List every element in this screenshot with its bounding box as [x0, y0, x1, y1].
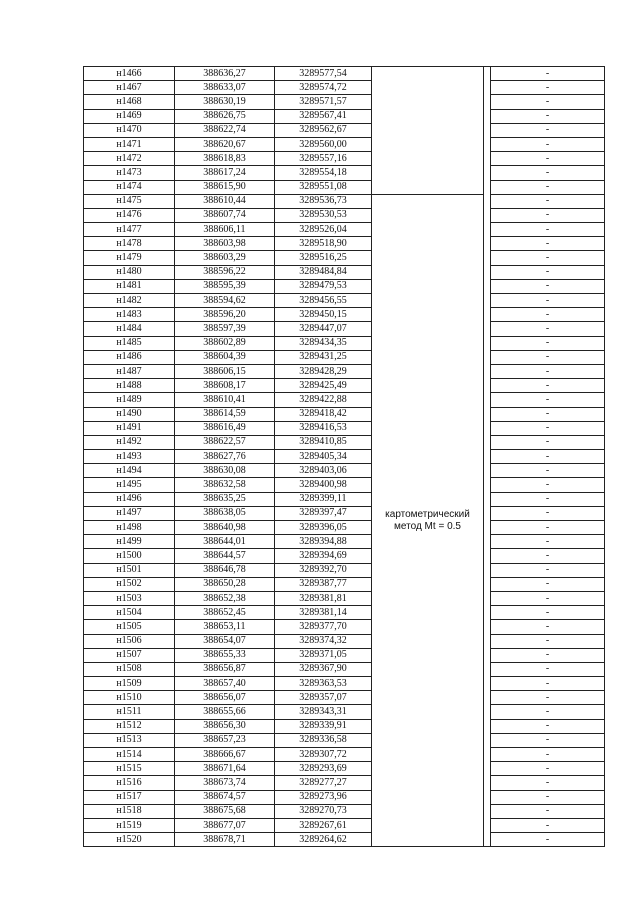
table-row — [84, 677, 605, 691]
dash-cell: - — [491, 492, 605, 506]
y-coordinate-cell: 3289392,70 — [275, 563, 372, 577]
x-coordinate-cell: 388678,71 — [175, 833, 275, 847]
point-id-cell: н1481 — [84, 279, 175, 293]
x-coordinate-cell: 388644,57 — [175, 549, 275, 563]
y-coordinate-cell: 3289381,14 — [275, 606, 372, 620]
table-row — [84, 180, 605, 194]
dash-cell: - — [491, 123, 605, 137]
table-row — [84, 521, 605, 535]
x-coordinate-cell: 388604,39 — [175, 350, 275, 364]
x-coordinate-cell: 388652,38 — [175, 591, 275, 605]
point-id-cell: н1508 — [84, 662, 175, 676]
y-coordinate-cell: 3289557,16 — [275, 152, 372, 166]
x-coordinate-cell: 388630,19 — [175, 95, 275, 109]
dash-cell: - — [491, 478, 605, 492]
x-coordinate-cell: 388675,68 — [175, 804, 275, 818]
y-coordinate-cell: 3289551,08 — [275, 180, 372, 194]
point-id-cell: н1487 — [84, 364, 175, 378]
table-row — [84, 464, 605, 478]
y-coordinate-cell: 3289394,69 — [275, 549, 372, 563]
dash-cell: - — [491, 67, 605, 81]
dash-cell: - — [491, 833, 605, 847]
dash-cell: - — [491, 648, 605, 662]
dash-cell: - — [491, 109, 605, 123]
point-id-cell: н1479 — [84, 251, 175, 265]
point-id-cell: н1483 — [84, 308, 175, 322]
dash-cell: - — [491, 435, 605, 449]
table-row — [84, 379, 605, 393]
y-coordinate-cell: 3289447,07 — [275, 322, 372, 336]
dash-cell: - — [491, 421, 605, 435]
point-id-cell: н1505 — [84, 620, 175, 634]
point-id-cell: н1501 — [84, 563, 175, 577]
dash-cell: - — [491, 294, 605, 308]
table-row — [84, 123, 605, 137]
point-id-cell: н1495 — [84, 478, 175, 492]
dash-cell: - — [491, 776, 605, 790]
dash-cell: - — [491, 407, 605, 421]
x-coordinate-cell: 388630,08 — [175, 464, 275, 478]
x-coordinate-cell: 388603,98 — [175, 237, 275, 251]
dash-cell: - — [491, 521, 605, 535]
point-id-cell: н1488 — [84, 379, 175, 393]
table-row — [84, 776, 605, 790]
y-coordinate-cell: 3289381,81 — [275, 591, 372, 605]
x-coordinate-cell: 388595,39 — [175, 279, 275, 293]
point-id-cell: н1493 — [84, 450, 175, 464]
point-id-cell: н1489 — [84, 393, 175, 407]
point-id-cell: н1497 — [84, 506, 175, 520]
x-coordinate-cell: 388636,27 — [175, 67, 275, 81]
y-coordinate-cell: 3289431,25 — [275, 350, 372, 364]
x-coordinate-cell: 388627,76 — [175, 450, 275, 464]
x-coordinate-cell: 388657,40 — [175, 677, 275, 691]
point-id-cell: н1466 — [84, 67, 175, 81]
point-id-cell: н1518 — [84, 804, 175, 818]
x-coordinate-cell: 388653,11 — [175, 620, 275, 634]
dash-cell: - — [491, 95, 605, 109]
point-id-cell: н1478 — [84, 237, 175, 251]
point-id-cell: н1473 — [84, 166, 175, 180]
table-row — [84, 762, 605, 776]
x-coordinate-cell: 388632,58 — [175, 478, 275, 492]
x-coordinate-cell: 388656,87 — [175, 662, 275, 676]
y-coordinate-cell: 3289339,91 — [275, 719, 372, 733]
x-coordinate-cell: 388606,15 — [175, 364, 275, 378]
method-label-line1: картометрический — [385, 508, 470, 520]
dash-cell: - — [491, 279, 605, 293]
table-row — [84, 109, 605, 123]
y-coordinate-cell: 3289399,11 — [275, 492, 372, 506]
table-row — [84, 549, 605, 563]
dash-cell: - — [491, 677, 605, 691]
table-row — [84, 350, 605, 364]
y-coordinate-cell: 3289484,84 — [275, 265, 372, 279]
point-id-cell: н1500 — [84, 549, 175, 563]
table-row — [84, 535, 605, 549]
dash-cell: - — [491, 194, 605, 208]
y-coordinate-cell: 3289516,25 — [275, 251, 372, 265]
dash-cell: - — [491, 265, 605, 279]
x-coordinate-cell: 388654,07 — [175, 634, 275, 648]
y-coordinate-cell: 3289518,90 — [275, 237, 372, 251]
coordinates-table — [83, 66, 605, 847]
x-coordinate-cell: 388603,29 — [175, 251, 275, 265]
point-id-cell: н1506 — [84, 634, 175, 648]
point-id-cell: н1482 — [84, 294, 175, 308]
dash-cell: - — [491, 166, 605, 180]
y-coordinate-cell: 3289371,05 — [275, 648, 372, 662]
dash-cell: - — [491, 506, 605, 520]
dash-cell: - — [491, 152, 605, 166]
dash-cell: - — [491, 705, 605, 719]
dash-cell: - — [491, 577, 605, 591]
x-coordinate-cell: 388638,05 — [175, 506, 275, 520]
table-row — [84, 563, 605, 577]
dash-cell: - — [491, 464, 605, 478]
x-coordinate-cell: 388615,90 — [175, 180, 275, 194]
y-coordinate-cell: 3289264,62 — [275, 833, 372, 847]
y-coordinate-cell: 3289434,35 — [275, 336, 372, 350]
dash-cell: - — [491, 549, 605, 563]
table-row — [84, 223, 605, 237]
x-coordinate-cell: 388666,67 — [175, 748, 275, 762]
x-coordinate-cell: 388606,11 — [175, 223, 275, 237]
y-coordinate-cell: 3289374,32 — [275, 634, 372, 648]
table-row — [84, 421, 605, 435]
dash-cell: - — [491, 691, 605, 705]
point-id-cell: н1499 — [84, 535, 175, 549]
point-id-cell: н1514 — [84, 748, 175, 762]
table-row — [84, 237, 605, 251]
table-row — [84, 208, 605, 222]
table-row — [84, 790, 605, 804]
table-row — [84, 194, 605, 208]
table-row — [84, 620, 605, 634]
point-id-cell: н1512 — [84, 719, 175, 733]
table-row — [84, 322, 605, 336]
table-row — [84, 294, 605, 308]
dash-cell: - — [491, 719, 605, 733]
y-coordinate-cell: 3289343,31 — [275, 705, 372, 719]
table-row — [84, 719, 605, 733]
point-id-cell: н1516 — [84, 776, 175, 790]
point-id-cell: н1496 — [84, 492, 175, 506]
table-row — [84, 634, 605, 648]
x-coordinate-cell: 388646,78 — [175, 563, 275, 577]
dash-cell: - — [491, 81, 605, 95]
point-id-cell: н1490 — [84, 407, 175, 421]
table-row — [84, 95, 605, 109]
point-id-cell: н1494 — [84, 464, 175, 478]
dash-cell: - — [491, 563, 605, 577]
y-coordinate-cell: 3289422,88 — [275, 393, 372, 407]
y-coordinate-cell: 3289397,47 — [275, 506, 372, 520]
x-coordinate-cell: 388614,59 — [175, 407, 275, 421]
dash-cell: - — [491, 762, 605, 776]
y-coordinate-cell: 3289293,69 — [275, 762, 372, 776]
y-coordinate-cell: 3289418,42 — [275, 407, 372, 421]
point-id-cell: н1477 — [84, 223, 175, 237]
dash-cell: - — [491, 620, 605, 634]
point-id-cell: н1502 — [84, 577, 175, 591]
table-row — [84, 67, 605, 81]
point-id-cell: н1504 — [84, 606, 175, 620]
x-coordinate-cell: 388656,07 — [175, 691, 275, 705]
x-coordinate-cell: 388610,41 — [175, 393, 275, 407]
x-coordinate-cell: 388597,39 — [175, 322, 275, 336]
dash-cell: - — [491, 308, 605, 322]
table-row — [84, 81, 605, 95]
point-id-cell: н1485 — [84, 336, 175, 350]
table-row — [84, 833, 605, 847]
dash-cell: - — [491, 790, 605, 804]
x-coordinate-cell: 388640,98 — [175, 521, 275, 535]
dash-cell: - — [491, 393, 605, 407]
x-coordinate-cell: 388620,67 — [175, 137, 275, 151]
x-coordinate-cell: 388635,25 — [175, 492, 275, 506]
dash-cell: - — [491, 237, 605, 251]
table-row — [84, 691, 605, 705]
point-id-cell: н1510 — [84, 691, 175, 705]
dash-cell: - — [491, 223, 605, 237]
table-row — [84, 166, 605, 180]
point-id-cell: н1517 — [84, 790, 175, 804]
y-coordinate-cell: 3289307,72 — [275, 748, 372, 762]
table-row — [84, 308, 605, 322]
x-coordinate-cell: 388617,24 — [175, 166, 275, 180]
y-coordinate-cell: 3289479,53 — [275, 279, 372, 293]
dash-cell: - — [491, 535, 605, 549]
y-coordinate-cell: 3289560,00 — [275, 137, 372, 151]
point-id-cell: н1511 — [84, 705, 175, 719]
y-coordinate-cell: 3289367,90 — [275, 662, 372, 676]
y-coordinate-cell: 3289363,53 — [275, 677, 372, 691]
dash-cell: - — [491, 818, 605, 832]
point-id-cell: н1513 — [84, 733, 175, 747]
x-coordinate-cell: 388602,89 — [175, 336, 275, 350]
x-coordinate-cell: 388610,44 — [175, 194, 275, 208]
dash-cell: - — [491, 350, 605, 364]
table-row — [84, 435, 605, 449]
x-coordinate-cell: 388655,33 — [175, 648, 275, 662]
table-row — [84, 492, 605, 506]
point-id-cell: н1470 — [84, 123, 175, 137]
point-id-cell: н1486 — [84, 350, 175, 364]
point-id-cell: н1480 — [84, 265, 175, 279]
point-id-cell: н1498 — [84, 521, 175, 535]
x-coordinate-cell: 388607,74 — [175, 208, 275, 222]
dash-cell: - — [491, 662, 605, 676]
table-row — [84, 506, 605, 520]
table-row — [84, 818, 605, 832]
x-coordinate-cell: 388633,07 — [175, 81, 275, 95]
x-coordinate-cell: 388677,07 — [175, 818, 275, 832]
x-coordinate-cell: 388622,74 — [175, 123, 275, 137]
x-coordinate-cell: 388656,30 — [175, 719, 275, 733]
y-coordinate-cell: 3289357,07 — [275, 691, 372, 705]
x-coordinate-cell: 388655,66 — [175, 705, 275, 719]
method-label-line2: метод Mt = 0.5 — [394, 520, 461, 532]
y-coordinate-cell: 3289425,49 — [275, 379, 372, 393]
y-coordinate-cell: 3289577,54 — [275, 67, 372, 81]
dash-cell: - — [491, 606, 605, 620]
y-coordinate-cell: 3289377,70 — [275, 620, 372, 634]
dash-cell: - — [491, 322, 605, 336]
table-row — [84, 336, 605, 350]
dash-cell: - — [491, 208, 605, 222]
point-id-cell: н1476 — [84, 208, 175, 222]
point-id-cell: н1515 — [84, 762, 175, 776]
y-coordinate-cell: 3289562,67 — [275, 123, 372, 137]
x-coordinate-cell: 388673,74 — [175, 776, 275, 790]
x-coordinate-cell: 388596,20 — [175, 308, 275, 322]
y-coordinate-cell: 3289554,18 — [275, 166, 372, 180]
point-id-cell: н1492 — [84, 435, 175, 449]
point-id-cell: н1467 — [84, 81, 175, 95]
point-id-cell: н1503 — [84, 591, 175, 605]
y-coordinate-cell: 3289405,34 — [275, 450, 372, 464]
x-coordinate-cell: 388618,83 — [175, 152, 275, 166]
dash-cell: - — [491, 137, 605, 151]
point-id-cell: н1519 — [84, 818, 175, 832]
table-row — [84, 733, 605, 747]
y-coordinate-cell: 3289336,58 — [275, 733, 372, 747]
x-coordinate-cell: 388608,17 — [175, 379, 275, 393]
point-id-cell: н1491 — [84, 421, 175, 435]
y-coordinate-cell: 3289456,55 — [275, 294, 372, 308]
dash-cell: - — [491, 364, 605, 378]
table-row — [84, 364, 605, 378]
y-coordinate-cell: 3289450,15 — [275, 308, 372, 322]
method-cell-upper — [372, 67, 484, 195]
y-coordinate-cell: 3289574,72 — [275, 81, 372, 95]
y-coordinate-cell: 3289410,85 — [275, 435, 372, 449]
x-coordinate-cell: 388652,45 — [175, 606, 275, 620]
x-coordinate-cell: 388622,57 — [175, 435, 275, 449]
table-row — [84, 393, 605, 407]
x-coordinate-cell: 388671,64 — [175, 762, 275, 776]
table-row — [84, 804, 605, 818]
dash-cell: - — [491, 450, 605, 464]
dash-cell: - — [491, 591, 605, 605]
table-row — [84, 251, 605, 265]
y-coordinate-cell: 3289530,53 — [275, 208, 372, 222]
y-coordinate-cell: 3289571,57 — [275, 95, 372, 109]
coordinates-table-body — [84, 67, 605, 847]
point-id-cell: н1469 — [84, 109, 175, 123]
x-coordinate-cell: 388644,01 — [175, 535, 275, 549]
point-id-cell: н1484 — [84, 322, 175, 336]
dash-cell: - — [491, 634, 605, 648]
point-id-cell: н1475 — [84, 194, 175, 208]
dash-cell: - — [491, 251, 605, 265]
y-coordinate-cell: 3289526,04 — [275, 223, 372, 237]
point-id-cell: н1471 — [84, 137, 175, 151]
y-coordinate-cell: 3289267,61 — [275, 818, 372, 832]
x-coordinate-cell: 388674,57 — [175, 790, 275, 804]
table-row — [84, 591, 605, 605]
table-row — [84, 152, 605, 166]
dash-cell: - — [491, 336, 605, 350]
point-id-cell: н1468 — [84, 95, 175, 109]
y-coordinate-cell: 3289536,73 — [275, 194, 372, 208]
column-gap — [484, 67, 491, 847]
x-coordinate-cell: 388626,75 — [175, 109, 275, 123]
point-id-cell: н1520 — [84, 833, 175, 847]
y-coordinate-cell: 3289270,73 — [275, 804, 372, 818]
x-coordinate-cell: 388594,62 — [175, 294, 275, 308]
dash-cell: - — [491, 379, 605, 393]
table-row — [84, 662, 605, 676]
table-row — [84, 748, 605, 762]
y-coordinate-cell: 3289428,29 — [275, 364, 372, 378]
point-id-cell: н1507 — [84, 648, 175, 662]
method-cell — [372, 194, 484, 847]
y-coordinate-cell: 3289394,88 — [275, 535, 372, 549]
dash-cell: - — [491, 804, 605, 818]
y-coordinate-cell: 3289403,06 — [275, 464, 372, 478]
x-coordinate-cell: 388657,23 — [175, 733, 275, 747]
table-row — [84, 705, 605, 719]
table-row — [84, 577, 605, 591]
y-coordinate-cell: 3289416,53 — [275, 421, 372, 435]
x-coordinate-cell: 388650,28 — [175, 577, 275, 591]
point-id-cell: н1474 — [84, 180, 175, 194]
dash-cell: - — [491, 748, 605, 762]
x-coordinate-cell: 388596,22 — [175, 265, 275, 279]
x-coordinate-cell: 388616,49 — [175, 421, 275, 435]
y-coordinate-cell: 3289387,77 — [275, 577, 372, 591]
table-row — [84, 648, 605, 662]
table-row — [84, 137, 605, 151]
table-row — [84, 279, 605, 293]
y-coordinate-cell: 3289273,96 — [275, 790, 372, 804]
y-coordinate-cell: 3289567,41 — [275, 109, 372, 123]
table-row — [84, 606, 605, 620]
table-row — [84, 265, 605, 279]
y-coordinate-cell: 3289400,98 — [275, 478, 372, 492]
point-id-cell: н1472 — [84, 152, 175, 166]
y-coordinate-cell: 3289277,27 — [275, 776, 372, 790]
table-row — [84, 450, 605, 464]
table-row — [84, 407, 605, 421]
y-coordinate-cell: 3289396,05 — [275, 521, 372, 535]
table-row — [84, 478, 605, 492]
point-id-cell: н1509 — [84, 677, 175, 691]
dash-cell: - — [491, 733, 605, 747]
dash-cell: - — [491, 180, 605, 194]
